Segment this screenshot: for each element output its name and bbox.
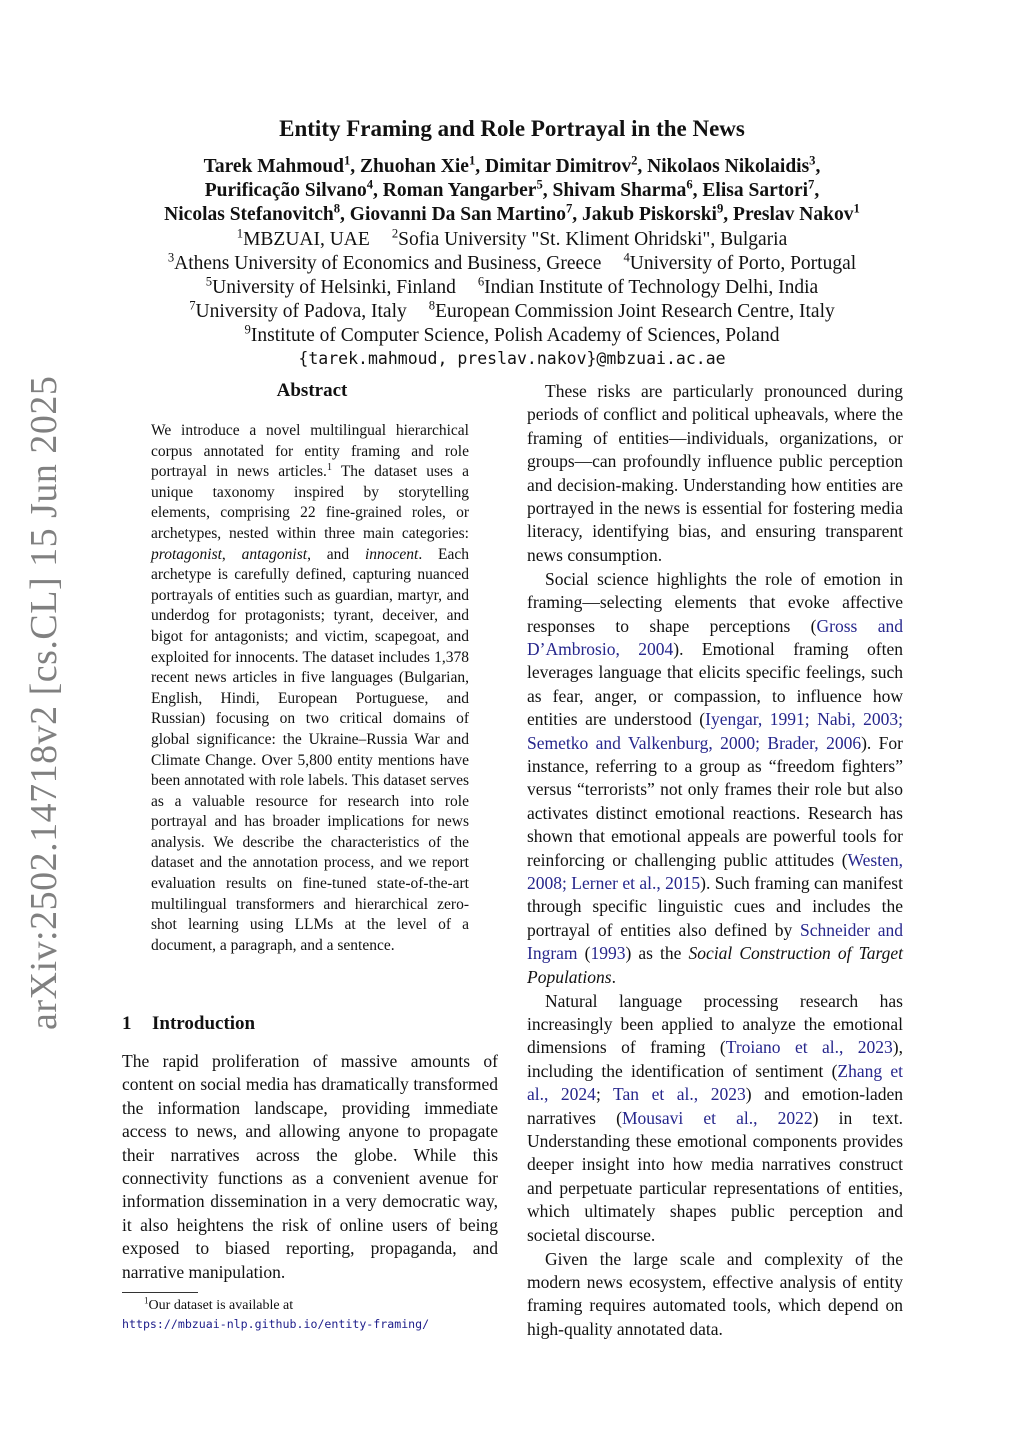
author-name: Dimitar Dimitrov [485, 156, 632, 177]
affiliation-name: University of Helsinki, Finland [212, 277, 456, 298]
body-text: ). Emotional framing often leverages language that elicits specific feelings, such as fear, anger, or compassion, to influence how entities are understood ( [527, 638, 903, 730]
citation-link[interactable]: Tan et al., 2023 [613, 1084, 746, 1105]
right-column [527, 380, 903, 1342]
footnote-reference-mark[interactable]: 1 [326, 462, 332, 474]
affiliation-name: Institute of Computer Science, Polish Academy of Sciences, Poland [250, 325, 780, 346]
author-name: Nicolas Stefanovitch [164, 204, 334, 225]
body-text: ), including the identification of sentiment ( [527, 1037, 903, 1081]
author-affiliation-mark: 3 [809, 153, 816, 168]
author-name: Giovanni Da San Martino [349, 204, 566, 225]
citation-link[interactable]: 1993 [590, 943, 626, 964]
affiliation-number: 9 [244, 322, 251, 337]
footnote [122, 1297, 502, 1333]
author-affiliation-mark: 6 [686, 177, 693, 192]
introduction-paragraph: The rapid proliferation of massive amounts of content on social media has dramatically transformed the information landscape, providing immediate access to news, and allowing anyone to propagate their narratives across the globe. While this connectivity functions as a convenient avenue for information dissemination in a very democratic way, it also heightens the risk of online users of being exposed to biased reporting, propaganda, and narrative manipulation. [122, 1051, 498, 1282]
affiliation-number: 1 [236, 226, 244, 241]
footnote-text: Our dataset is available at [148, 1298, 294, 1313]
abstract-punctuation: , and [307, 545, 365, 563]
author-affiliation-mark: 5 [536, 177, 543, 192]
body-text: ) as the [625, 943, 689, 964]
emphasized-term: Social Construction of Target Populations [527, 943, 903, 987]
body-text: . [611, 966, 616, 987]
footnote-mark: 1 [144, 1295, 149, 1306]
author-name: Zhuohan Xie [360, 156, 469, 177]
body-text: Natural language processing research has increasingly been applied to analyze the emotional dimensions of framing ( [527, 990, 903, 1058]
author-affiliation-mark: 9 [716, 201, 724, 216]
paper-title: Entity Framing and Role Portrayal in the News [279, 116, 745, 141]
citation-link[interactable]: Zhang et al., 2024 [527, 1060, 903, 1105]
body-text: ). Such framing can manifest through specific linguistic cues and includes the portrayal of entities also defined by [527, 873, 903, 940]
footnote-url-link[interactable]: https://mbzuai-nlp.github.io/entity-framing/ [122, 1317, 430, 1331]
affiliation-number: 6 [477, 274, 485, 289]
category-term: antagonist [241, 545, 308, 563]
body-paragraph: These risks are particularly pronounced during periods of conflict and political upheavals, where the framing of entities—individuals, organizations, or groups—can profoundly influence public perception and decision-making. Understanding how entities are portrayed in the news is essential for fostering media literacy, identifying bias, and ensuring transparent news consumption. [527, 381, 903, 565]
abstract-sentence: We introduce a novel multilingual hierarchical corpus annotated for entity framing and role portrayal in news articles. [151, 422, 469, 481]
affiliation-number: 4 [623, 250, 630, 265]
citation-link[interactable]: Westen, 2008; Lerner et al., 2015 [527, 849, 903, 894]
arxiv-identifier-stamp: arXiv:2502.14718v2 [cs.CL] 15 Jun 2025 [23, 375, 65, 1030]
author-name: Nikolaos Nikolaidis [647, 156, 810, 177]
author-affiliation-mark: 7 [808, 177, 815, 192]
author-affiliation-mark: 7 [565, 201, 573, 216]
author-name: Shivam Sharma [552, 180, 687, 201]
abstract-sentence: The dataset uses a unique taxonomy inspired by storytelling elements, comprising 22 fine-grained roles, or archetypes, nested within three main categories: [151, 463, 469, 542]
affiliation-line [100, 324, 924, 348]
footnote-divider [122, 1292, 198, 1293]
affiliation-name: Indian Institute of Technology Delhi, India [484, 277, 819, 298]
affiliation-name: Athens University of Economics and Business, Greece [174, 253, 602, 274]
affiliation-list [100, 228, 924, 348]
contact-email: {tarek.mahmoud, preslav.nakov}@mbzuai.ac.ae [298, 349, 726, 368]
author-name: Jakub Piskorski [582, 204, 717, 225]
author-name: Roman Yangarber [382, 180, 537, 201]
affiliation-line [100, 252, 924, 276]
affiliation-number: 2 [391, 226, 399, 241]
body-paragraph [527, 568, 903, 989]
abstract-text [151, 421, 469, 956]
affiliation-name: University of Porto, Portugal [629, 253, 857, 274]
abstract-heading: Abstract [276, 380, 348, 401]
author-affiliation-mark: 2 [631, 153, 638, 168]
affiliation-name: University of Padova, Italy [195, 301, 407, 322]
body-text: ) and emotion-laden narratives ( [527, 1084, 903, 1128]
citation-link[interactable]: Mousavi et al., 2022 [621, 1107, 813, 1128]
affiliation-number: 7 [189, 298, 196, 313]
section-heading-introduction [122, 1013, 255, 1035]
section-title: Introduction [152, 1013, 256, 1034]
author-affiliation-mark: 8 [333, 201, 341, 216]
author-affiliation-mark: 4 [366, 177, 374, 192]
affiliation-name: European Commission Joint Research Centre, Italy [435, 301, 835, 322]
affiliation-number: 3 [167, 250, 175, 265]
affiliation-number: 5 [205, 274, 213, 289]
footnote-text-line [122, 1297, 502, 1315]
body-text: ) in text. Understanding these emotional components provides deeper insight into how media narratives construct and perpetuate particular representations of entities, which ultimately shapes public perception and societal discourse. [527, 1107, 903, 1245]
author-affiliation-mark: 1 [343, 153, 351, 168]
category-term: innocent [364, 545, 419, 563]
author-name: Preslav Nakov [733, 204, 854, 225]
body-text: ; [595, 1084, 614, 1105]
affiliation-name: Sofia University "St. Kliment Ohridski", Bulgaria [398, 229, 788, 250]
affiliation-line [100, 300, 924, 324]
body-text: ( [577, 943, 591, 964]
affiliation-line [100, 276, 924, 300]
author-name: Purificação Silvano [204, 180, 367, 201]
citation-link[interactable]: Troiano et al., 2023 [725, 1037, 893, 1058]
section-number: 1 [122, 1013, 132, 1034]
body-text: Social science highlights the role of emotion in framing—selecting elements that evoke affective responses to shape perceptions ( [527, 568, 903, 636]
author-affiliation-mark: 1 [853, 201, 860, 216]
abstract-punctuation: , [221, 545, 242, 563]
abstract-sentence: . Each archetype is carefully defined, capturing nuanced portrayals of entities such as guardian, martyr, and underdog for protagonists; tyrant, deceiver, and bigot for antagonists; and victim, scapegoat, and exploited for innocents. The dataset includes 1,378 recent news articles in five languages (Bulgarian, English, Hindi, European Portuguese, and Russian) focusing on two critical domains of global significance: the Ukraine–Russia War and Climate Change. Over 5,800 entity mentions have been annotated with role labels. This dataset serves as a valuable resource for research into role portrayal and has broader implications for news analysis. We describe the characteristics of the dataset and the annotation process, and we report evaluation results on fine-tuned state-of-the-art multilingual transformers and hierarchical zero-shot learning using LLMs at the level of a document, a paragraph, and a sentence. [151, 545, 469, 954]
author-name: Elisa Sartori [702, 180, 809, 201]
citation-link[interactable]: Gross and D’Ambrosio, 2004 [527, 615, 903, 659]
affiliation-line [100, 228, 924, 252]
author-name: Tarek Mahmoud [203, 156, 344, 177]
body-paragraph: Given the large scale and complexity of the modern news ecosystem, effective analysis of entity framing requires automated tools, which depend on high-quality annotated data. [527, 1248, 903, 1339]
author-affiliation-mark: 1 [468, 153, 476, 168]
category-term: protagonist [151, 545, 222, 563]
affiliation-name: MBZUAI, UAE [243, 229, 370, 250]
affiliation-number: 8 [428, 298, 436, 313]
body-text: ). For instance, referring to a group as “freedom fighters” versus “terrorists” not only frames their role but also activates distinct emotional reactions. Research has shown that emotional appeals are powerful tools for reinforcing or challenging public attitudes ( [527, 732, 903, 870]
citation-link[interactable]: Schneider and Ingram [527, 919, 903, 964]
citation-link[interactable]: Iyengar, 1991; Nabi, 2003; Semetko and Valkenburg, 2000; Brader, 2006 [527, 709, 903, 753]
body-paragraph [527, 990, 903, 1247]
author-list: Tarek Mahmoud$^1$, Zhuohan Xie$^1$, Dimitar Dimitrov$^2$, Nikolaos Nikolaidis$^3$, Purificação Silvano$^4$, Roman Yangarber$^5$, Shivam Sharma$^6$, Elisa Sartori$^7$, Nicolas Stefanovitch$^8$, Giovanni Da San Martino$^7$, Jakub Piskorski$^9$, Preslav Nakov$^1$ [164, 153, 860, 225]
